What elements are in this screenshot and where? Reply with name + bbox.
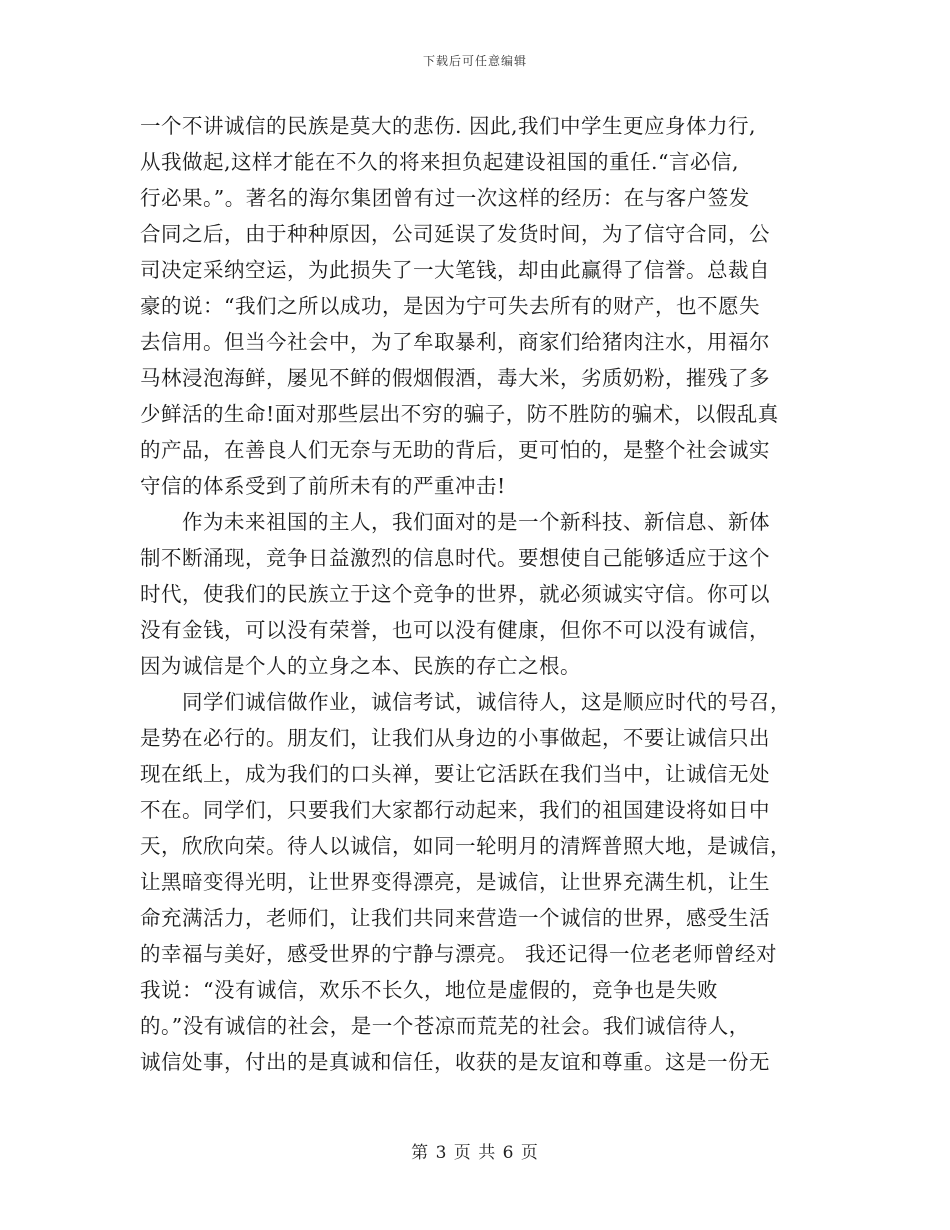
- text-line: 是势在必行的。朋友们，让我们从身边的小事做起，不要让诚信只出: [140, 726, 770, 750]
- text-line: 少鲜活的生命!面对那些层出不穷的骗子，防不胜防的骗术，以假乱真: [140, 402, 779, 426]
- text-line: 制不断涌现，竞争日益激烈的信息时代。要想使自己能够适应于这个: [140, 546, 770, 570]
- text-line: 没有金钱，可以没有荣誉，也可以没有健康，但你不可以没有诚信，: [140, 618, 770, 642]
- text-line: 现在纸上，成为我们的口头禅，要让它活跃在我们当中，让诚信无处: [140, 762, 770, 786]
- text-line: 天，欣欣向荣。待人以诚信，如同一轮明月的清辉普照大地，是诚信，: [140, 834, 791, 858]
- text-line: 合同之后，由于种种原因，公司延误了发货时间，为了信守合同，公: [140, 222, 770, 246]
- text-line: 作为未来祖国的主人，我们面对的是一个新科技、新信息、新体: [140, 510, 770, 534]
- text-line: 从我做起,这样才能在不久的将来担负起建设祖国的重任.“言必信,: [140, 150, 740, 174]
- body-text: [140, 108, 810, 1080]
- text-line: 豪的说：“我们之所以成功，是因为宁可失去所有的财产，也不愿失: [140, 294, 760, 318]
- text-line: 我说：“没有诚信，欢乐不长久，地位是虚假的，竞争也是失败: [140, 978, 718, 1002]
- text-line: 的幸福与美好，感受世界的宁静与漂亮。 我还记得一位老老师曾经对: [140, 942, 778, 966]
- text-line: 时代，使我们的民族立于这个竞争的世界，就必须诚实守信。你可以: [140, 582, 770, 606]
- text-line: 的。”没有诚信的社会，是一个苍凉而荒芜的社会。我们诚信待人，: [140, 1014, 750, 1038]
- text-line: 诚信处事，付出的是真诚和信任，收获的是友谊和尊重。这是一份无: [140, 1050, 770, 1074]
- text-line: 同学们诚信做作业，诚信考试，诚信待人，这是顺应时代的号召，: [140, 690, 791, 714]
- page-header: 下载后可任意编辑: [422, 54, 527, 68]
- text-line: 让黑暗变得光明，让世界变得漂亮，是诚信，让世界充满生机，让生: [140, 870, 770, 894]
- text-line: 司决定采纳空运，为此损失了一大笔钱，却由此赢得了信誉。总裁自: [140, 258, 770, 282]
- text-line: 不在。同学们，只要我们大家都行动起来，我们的祖国建设将如日中: [140, 798, 770, 822]
- text-line: 行必果。”。著名的海尔集团曾有过一次这样的经历：在与客户签发: [140, 186, 750, 210]
- text-line: 马林浸泡海鲜，屡见不鲜的假烟假酒，毒大米，劣质奶粉，摧残了多: [140, 366, 770, 390]
- page-footer: 第 3 页 共 6 页: [411, 1143, 539, 1163]
- text-line: 命充满活力，老师们，让我们共同来营造一个诚信的世界，感受生活: [140, 906, 770, 930]
- text-line: 去信用。但当今社会中，为了牟取暴利，商家们给猪肉注水，用福尔: [140, 330, 770, 354]
- text-line: 因为诚信是个人的立身之本、民族的存亡之根。: [140, 654, 581, 678]
- text-line: 的产品，在善良人们无奈与无助的背后，更可怕的，是整个社会诚实: [140, 438, 770, 462]
- text-line: 守信的体系受到了前所未有的严重冲击!: [140, 474, 506, 498]
- text-line: 一个不讲诚信的民族是莫大的悲伤. 因此,我们中学生更应身体力行,: [140, 114, 757, 138]
